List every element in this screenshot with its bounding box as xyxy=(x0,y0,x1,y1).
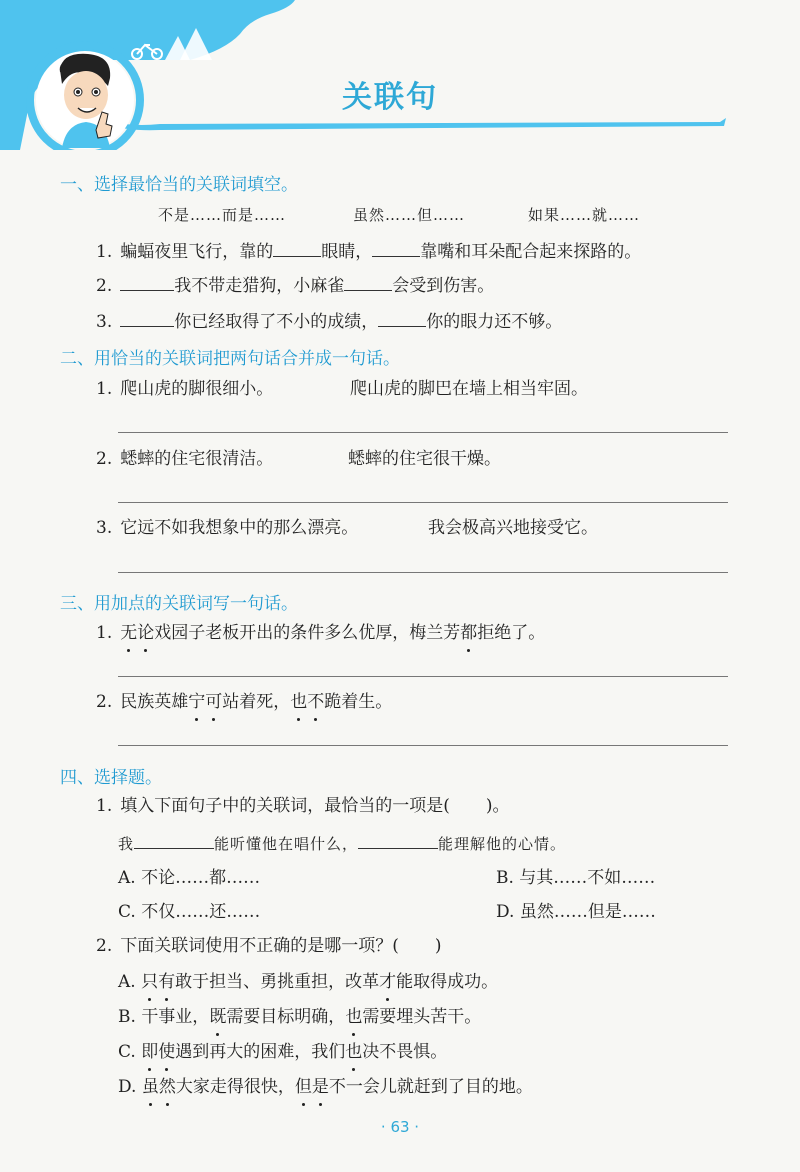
word-bank-item-3: 如果……就…… xyxy=(528,206,641,224)
section-title-4: 四、选择题。 xyxy=(60,768,162,788)
emphasized-word: 也 xyxy=(345,1042,363,1062)
answer-line[interactable] xyxy=(118,432,728,433)
question-4-2: 2. 下面关联词使用不正确的是哪一项？( ) xyxy=(96,936,442,956)
option-2c[interactable]: C. 即使遇到再大的困难，我们也决不畏惧。 xyxy=(118,1042,448,1062)
question-4-1: 1. 填入下面句子中的关联词，最恰当的一项是( )。 xyxy=(96,796,510,816)
answer-line[interactable] xyxy=(118,502,728,503)
option-c[interactable]: C. 不仅……还…… xyxy=(118,902,261,922)
section-title-3: 三、用加点的关联词写一句话。 xyxy=(60,594,298,614)
answer-blank[interactable] xyxy=(273,238,321,257)
boy-thumbs-up-icon xyxy=(60,54,112,148)
answer-line[interactable] xyxy=(118,676,728,677)
option-d[interactable]: D. 虽然……但是…… xyxy=(496,902,656,922)
word-bank-item-1: 不是……而是…… xyxy=(158,206,287,224)
question-1-1: 1. 蝙蝠夜里飞行，靠的 眼睛， 靠嘴和耳朵配合起来探路的。 xyxy=(96,238,641,264)
page-title: 关联句 xyxy=(342,80,438,115)
question-2-3-b: 我会极高兴地接受它。 xyxy=(428,518,598,538)
option-2b[interactable]: B. 干事业，既需要目标明确，也需要埋头苦干。 xyxy=(118,1007,482,1027)
emphasized-word: 宁可 xyxy=(188,692,223,712)
emphasized-word: 即使 xyxy=(141,1042,176,1062)
section-title-1: 一、选择最恰当的关联词填空。 xyxy=(60,175,298,195)
emphasized-word: 都 xyxy=(460,623,478,643)
question-2-1: 1. 爬山虎的脚很细小。 xyxy=(96,379,274,399)
question-1-2: 2. 我不带走猎狗，小麻雀 会受到伤害。 xyxy=(96,272,494,298)
answer-blank[interactable] xyxy=(358,830,438,849)
emphasized-word: 虽然 xyxy=(141,1077,176,1097)
emphasized-word: 只有 xyxy=(141,972,176,992)
answer-line[interactable] xyxy=(118,572,728,573)
emphasized-word: 无论 xyxy=(120,623,155,643)
answer-blank[interactable] xyxy=(372,238,420,257)
option-2a[interactable]: A. 只有敢于担当、勇挑重担，改革才能取得成功。 xyxy=(118,972,499,992)
option-a[interactable]: A. 不论……都…… xyxy=(118,868,261,888)
question-4-1-sentence: 我 能听懂他在唱什么， 能理解他的心情。 xyxy=(118,830,566,856)
option-b[interactable]: B. 与其……不如…… xyxy=(496,868,656,888)
answer-blank[interactable] xyxy=(134,830,214,849)
question-1-3: 3. 你已经取得了不小的成绩， 你的眼力还不够。 xyxy=(96,308,562,334)
question-2-2: 2. 蟋蟀的住宅很清洁。 xyxy=(96,449,274,469)
question-2-3: 3. 它远不如我想象中的那么漂亮。 xyxy=(96,518,359,538)
answer-line[interactable] xyxy=(118,745,728,746)
answer-blank[interactable] xyxy=(120,272,174,291)
page-number: · 63 · xyxy=(380,1118,420,1136)
answer-blank[interactable] xyxy=(378,308,426,327)
section-title-2: 二、用恰当的关联词把两句话合并成一句话。 xyxy=(60,349,400,369)
question-2-1-b: 爬山虎的脚巴在墙上相当牢固。 xyxy=(350,379,588,399)
question-3-1: 1. 无论戏园子老板开出的条件多么优厚，梅兰芳都拒绝了。 xyxy=(96,623,546,643)
emphasized-word: 但是 xyxy=(294,1077,329,1097)
emphasized-word: 也 xyxy=(345,1007,363,1027)
word-bank-item-2: 虽然……但…… xyxy=(353,206,466,224)
question-2-2-b: 蟋蟀的住宅很干燥。 xyxy=(348,449,501,469)
option-2d[interactable]: D. 虽然大家走得很快，但是不一会儿就赶到了目的地。 xyxy=(118,1077,533,1097)
answer-blank[interactable] xyxy=(344,272,392,291)
question-3-2: 2. 民族英雄宁可站着死，也不跪着生。 xyxy=(96,692,393,712)
emphasized-word: 才 xyxy=(379,972,397,992)
emphasized-word: 既 xyxy=(209,1007,227,1027)
emphasized-word: 也不 xyxy=(290,692,325,712)
answer-blank[interactable] xyxy=(120,308,174,327)
